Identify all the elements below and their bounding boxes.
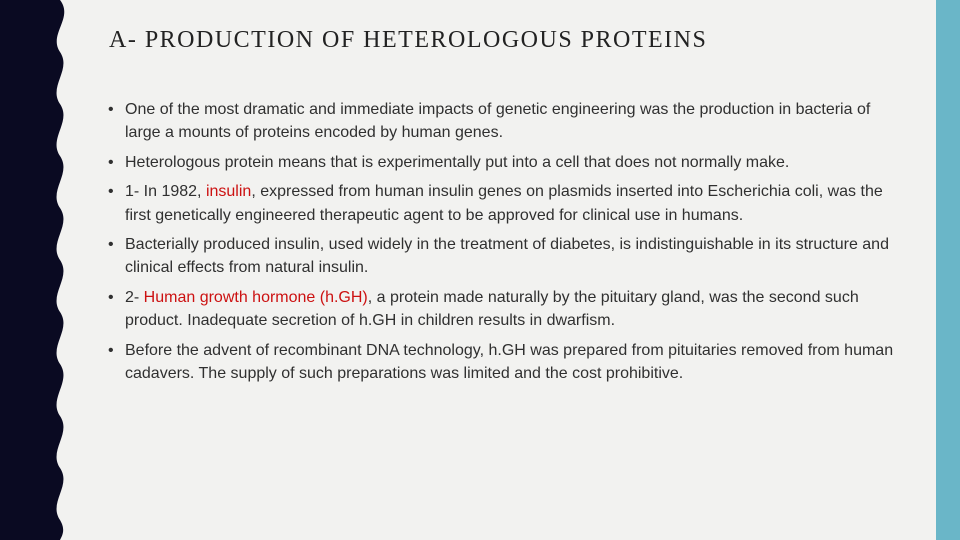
- left-wavy-band: [0, 0, 75, 540]
- bullet-text-prefix: 1- In 1982,: [125, 183, 206, 201]
- bullet-text-suffix: , expressed from human insulin genes on plasmids inserted into Escherichia coli, was the first genetically engineered therapeutic agent to be approved for clinical use in humans.: [125, 183, 883, 224]
- bullet-item: [108, 98, 898, 145]
- bullet-marker: •: [108, 183, 114, 201]
- bullet-item: [108, 180, 898, 227]
- bullet-text-suffix: , a protein made naturally by the pituitary gland, was the second such product. Inadequate secretion of h.GH in children results in dwarfism.: [125, 288, 859, 330]
- bullet-marker: •: [108, 288, 114, 306]
- bullet-list: [108, 98, 898, 391]
- bullet-text: Before the advent of recombinant DNA technology, h.GH was prepared from pituitaries removed from human cadavers. The supply of such preparations was limited and the cost prohibitive.: [125, 341, 894, 383]
- bullet-text: Bacterially produced insulin, used widely in the treatment of diabetes, is indistinguishable in its structure and clinical effects from natural insulin.: [125, 236, 889, 277]
- bullet-text: One of the most dramatic and immediate impacts of genetic engineering was the production in bacteria of large a mounts of proteins encoded by human genes.: [125, 101, 871, 142]
- bullet-item: [108, 151, 898, 174]
- bullet-marker: •: [108, 101, 114, 118]
- right-accent-bar: [936, 0, 960, 540]
- highlight-insulin: insulin: [205, 183, 252, 201]
- bullet-text-prefix: 2-: [125, 288, 144, 306]
- bullet-marker: •: [108, 236, 114, 254]
- bullet-marker: •: [108, 341, 114, 359]
- bullet-item: [108, 233, 898, 280]
- slide-title: A- PRODUCTION OF HETEROLOGOUS PROTEINS: [109, 27, 708, 53]
- bullet-text: Heterologous protein means that is experimentally put into a cell that does not normally make.: [125, 153, 790, 171]
- highlight-hgh: Human growth hormone (h.GH): [143, 288, 368, 306]
- bullet-item: [108, 286, 898, 333]
- bullet-marker: •: [108, 153, 114, 171]
- bullet-item: [108, 339, 898, 386]
